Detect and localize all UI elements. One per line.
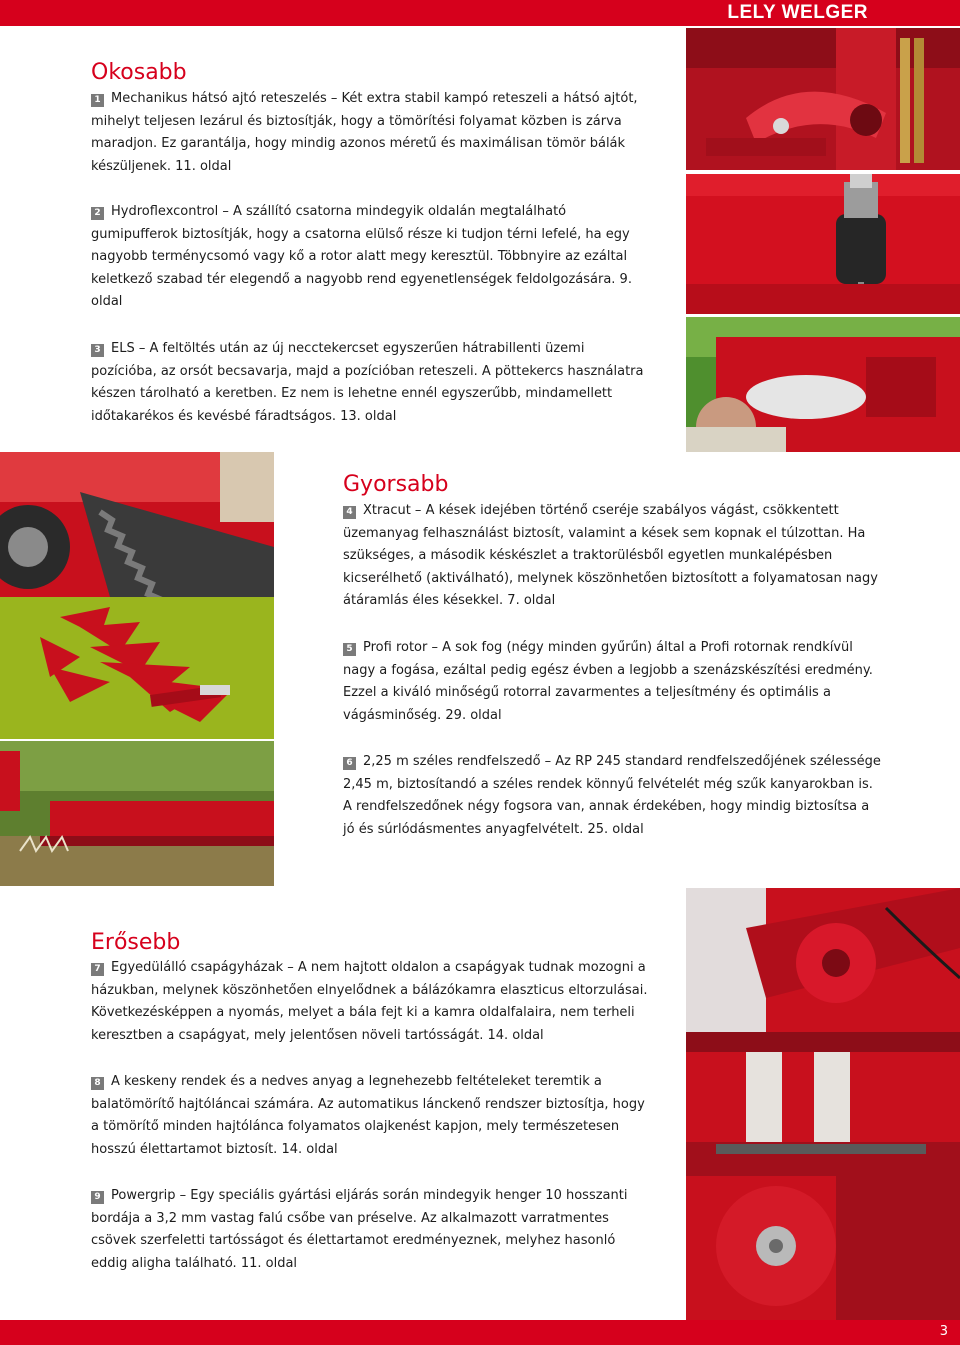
feature-paragraph-2 (91, 201, 651, 314)
feature-paragraph-9 (91, 1185, 651, 1275)
photo-rubber-buffer (686, 174, 960, 314)
page-number: 3 (939, 1324, 948, 1339)
item-number-badge: 1 (91, 94, 104, 107)
section-title-okosabb: Okosabb (91, 60, 187, 85)
item-number-badge: 7 (91, 963, 104, 976)
item-number-badge: 3 (91, 344, 104, 357)
feature-paragraph-3 (91, 338, 651, 428)
feature-paragraph-6 (343, 751, 883, 841)
feature-paragraph-8 (91, 1071, 651, 1161)
section-title-erosebb: Erősebb (91, 930, 181, 955)
feature-text: A keskeny rendek és a nedves anyag a legnehezebb feltételeket teremtik a balatömörítő hajtóláncai számára. Az automatikus lánckenő rendszer biztosítja, hogy a tömörítő minden hajtólánca folyamatos olajkenést kapjon, mely természetesen hosszú élettartamot biztosít. 14. oldal (91, 1074, 645, 1157)
photo-chain-lubrication (686, 1032, 960, 1176)
item-number-badge: 4 (343, 506, 356, 519)
photo-pickup (0, 741, 274, 886)
feature-paragraph-1 (91, 88, 651, 178)
feature-text: Profi rotor – A sok fog (négy minden gyűrűn) által a Profi rotornak rendkívül nagy a fogása, ezáltal pedig egész évben a legjobb a szenázskészítési eredmény. Ezzel a kiváló minőségű rotorral zavarmentes a teljesítmény és optimális a vágásminőség. 29. oldal (343, 640, 873, 723)
photo-door-latch (686, 28, 960, 170)
photo-powergrip-roller (686, 1176, 960, 1320)
item-number-badge: 8 (91, 1077, 104, 1090)
feature-text: ELS – A feltöltés után az új necctekercset egyszerűen hátrabillenti üzemi pozícióba, az orsót becsavarja, majd a pozícióban reteszeli. A pöttekercs használatra készen tárolható a keretben. Ez nem is lehetne ennél egyszerűbb, mindamellett időtakarékos és kevésbé fáradtságos. 13. oldal (91, 341, 644, 424)
feature-paragraph-7 (91, 957, 651, 1047)
feature-text: Egyedülálló csapágyházak – A nem hajtott oldalon a csapágyak tudnak mozogni a házukban, melynek köszönhetően elnyelődnek a bálázókamra elaszticus eltorzulásai. Következésképpen a nyomás, melyet a bála fejt ki a kamra oldalfalaira, nem terheli keresztben a csapágyat, mely jelentősen növeli tartósságát. 14. oldal (91, 960, 648, 1043)
item-number-badge: 6 (343, 757, 356, 770)
footer-bar (0, 1320, 960, 1345)
feature-paragraph-4 (343, 500, 883, 613)
section-title-gyorsabb: Gyorsabb (343, 472, 449, 497)
feature-text: 2,25 m széles rendfelszedő – Az RP 245 standard rendfelszedőjének szélessége 2,45 m, biztosítandó a széles rendek könnyű felvételét még szűk kanyarokban is. A rendfelszedőnek négy fogsora van, annak érdekében, hogy mindig biztosítsa a jó és súrlódásmentes anyagfelvételt. 25. oldal (343, 754, 881, 837)
brand-logo-text: LELY WELGER (727, 2, 868, 23)
item-number-badge: 9 (91, 1191, 104, 1204)
item-number-badge: 2 (91, 207, 104, 220)
header-bar (0, 0, 960, 26)
photo-knives (0, 452, 274, 597)
feature-text: Hydroflexcontrol – A szállító csatorna mindegyik oldalán megtalálható gumipufferok biztosítják, hogy a csatorna elülső része ki tudjon térni lefelé, ha egy nagyobb terménycsomó vagy kő a rotor alatt megy keresztül. Többnyire az ezáltal keletkező szabad tér elegendő a nagyobb rend egyenetlenségek feldolgozására. 9. oldal (91, 204, 632, 309)
feature-text: Powergrip – Egy speciális gyártási eljárás során mindegyik henger 10 hosszanti bordája a 3,2 mm vastag falú csőbe van préselve. Az alkalmazott varratmentes csövek szerfeletti tartósságot és élettartamot eredményeznek, melyhez hasonló eddig aligha található. 11. oldal (91, 1188, 628, 1271)
feature-text: Xtracut – A kések idejében történő cseréje szabályos vágást, csökkentett üzemanyag felhasználást biztosít, valamint a kések sem kopnak el túlzottan. Ha szükséges, a második késkészlet a traktorülésből egyetlen munkalépésben kicserélhető (aktiválható), melynek köszönhetően biztosított a folyamatosan nagy átáramlás éles késekkel. 7. oldal (343, 503, 878, 608)
photo-rotor (0, 597, 274, 739)
photo-net-wrap-operator (686, 317, 960, 452)
photo-bearing-housing (686, 888, 960, 1032)
item-number-badge: 5 (343, 643, 356, 656)
feature-text: Mechanikus hátsó ajtó reteszelés – Két extra stabil kampó reteszeli a hátsó ajtót, mihelyt teljesen lezárul és biztosítják, hogy a tömörítési folyamat közben is zárva maradjon. Ez garantálja, hogy mindig azonos méretű és maximálisan tömör bálák készüljenek. 11. oldal (91, 91, 638, 174)
feature-paragraph-5 (343, 637, 883, 727)
